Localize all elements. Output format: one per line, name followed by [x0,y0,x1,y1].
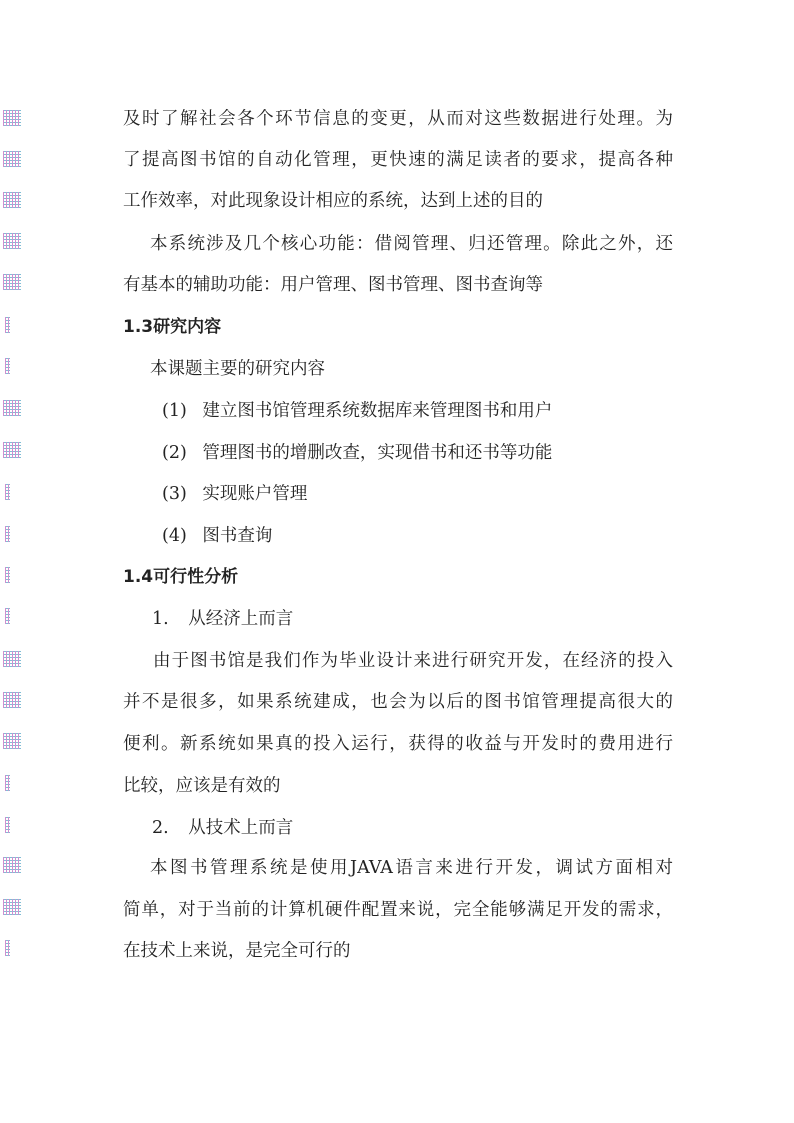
margin-mark [3,274,21,290]
margin-mark [5,567,10,583]
margin-mark [5,317,10,333]
subsection-number: 1. [152,609,169,629]
paragraph-line: 本系统涉及几个核心功能：借阅管理、归还管理。除此之外，还 [150,234,673,254]
margin-mark [5,940,10,956]
subsection-title [152,608,293,630]
subsection-title-text: 从经济上而言 [188,609,294,629]
list-item [162,400,552,422]
subsection-title [152,817,293,839]
paragraph-line: 并不是很多，如果系统建成，也会为以后的图书馆管理提高很大的 [123,692,673,712]
paragraph-line: 简单，对于当前的计算机硬件配置来说，完全能够满足开发的需求， [123,900,673,920]
margin-mark [3,442,21,458]
subsection-number: 2. [152,818,169,838]
margin-mark [5,358,10,374]
list-item-text: 建立图书馆管理系统数据库来管理图书和用户 [202,401,553,421]
margin-mark [5,608,10,624]
margin-mark [3,233,21,249]
margin-mark [3,857,21,873]
paragraph-line: 便利。新系统如果真的投入运行，获得的收益与开发时的费用进行 [123,734,673,754]
margin-mark [3,110,21,126]
margin-mark [3,692,21,708]
paragraph-line: 由于图书馆是我们作为毕业设计来进行研究开发，在经济的投入 [153,651,673,671]
list-item-text: 实现账户管理 [202,484,308,504]
paragraph-line: 在技术上来说，是完全可行的 [123,941,351,961]
paragraph-line: 工作效率，对此现象设计相应的系统，达到上述的目的 [123,191,543,211]
list-item [162,483,307,505]
paragraph-line: 有基本的辅助功能：用户管理、图书管理、图书查询等 [123,275,543,295]
list-item-text: 管理图书的增删改查，实现借书和还书等功能 [202,443,553,463]
margin-mark [3,192,21,208]
margin-mark [5,484,10,500]
subsection-title-text: 从技术上而言 [188,818,294,838]
margin-mark [3,151,21,167]
margin-mark [3,899,21,915]
margin-mark [5,817,10,833]
list-item-number: (4) [162,526,187,546]
paragraph-line: 比较，应该是有效的 [123,776,281,796]
paragraph-line: 及时了解社会各个环节信息的变更，从而对这些数据进行处理。为 [123,109,673,129]
section-heading: 1.4可行性分析 [123,567,239,587]
margin-mark [5,775,10,791]
section-heading: 1.3研究内容 [123,317,222,337]
list-item [162,442,552,464]
margin-mark [3,400,21,416]
margin-mark [3,733,21,749]
margin-mark [3,651,21,667]
section-intro: 本课题主要的研究内容 [150,359,325,379]
list-item-text: 图书查询 [202,526,273,546]
list-item-number: (2) [162,443,187,463]
margin-mark [5,526,10,542]
list-item-number: (3) [162,484,187,504]
paragraph-line: 本图书管理系统是使用JAVA语言来进行开发，调试方面相对 [150,858,673,878]
list-item-number: (1) [162,401,187,421]
list-item [162,525,272,547]
paragraph-line: 了提高图书馆的自动化管理，更快速的满足读者的要求，提高各种 [123,150,673,170]
